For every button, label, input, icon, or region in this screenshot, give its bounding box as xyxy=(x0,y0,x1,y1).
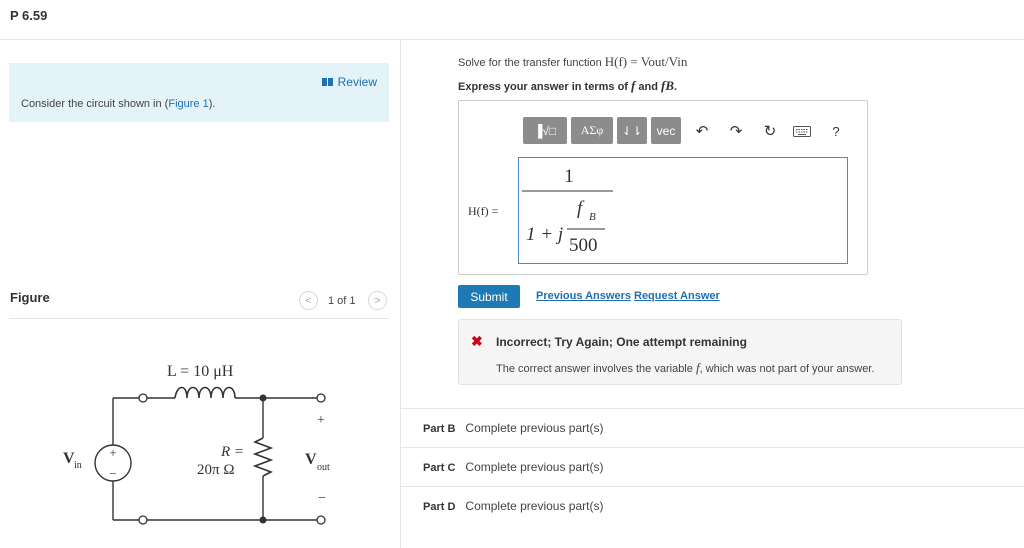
output-plus: + xyxy=(317,413,325,428)
source-subscript: in xyxy=(74,460,82,471)
express-var-f: f xyxy=(631,78,636,93)
symbols-button[interactable]: ΑΣφ xyxy=(571,117,613,144)
source-minus: − xyxy=(109,466,117,481)
intro-text-prefix: Consider the circuit shown in ( xyxy=(21,98,169,110)
part-divider xyxy=(401,447,1024,448)
output-label: V xyxy=(305,451,317,468)
output-minus: − xyxy=(318,491,326,506)
part-d-row[interactable] xyxy=(423,499,603,513)
intro-text-suffix: ). xyxy=(208,98,216,110)
express-suffix: . xyxy=(674,81,678,93)
figure-pager-count: 1 of 1 xyxy=(328,295,356,307)
terminal-output-top xyxy=(317,394,325,402)
terminal-input-top xyxy=(139,394,147,402)
express-prefix: Express your answer in terms of xyxy=(458,81,632,93)
feedback-title: Incorrect; Try Again; One attempt remaining xyxy=(496,335,747,349)
problem-title: P 6.59 xyxy=(10,8,48,23)
help-button[interactable]: ? xyxy=(832,123,840,139)
inner-numerator: f xyxy=(577,198,583,219)
part-b-label: Part B xyxy=(423,423,456,435)
header-divider xyxy=(0,39,1024,40)
answer-fraction xyxy=(519,158,849,265)
feedback-detail-prefix: The correct answer involves the variable xyxy=(496,363,696,375)
inductor-coil xyxy=(175,388,235,399)
part-divider xyxy=(401,486,1024,487)
express-and: and xyxy=(635,81,662,93)
source-label: V xyxy=(63,450,75,467)
keyboard-glyph xyxy=(793,126,811,137)
node-dot-top xyxy=(260,395,267,402)
express-var-fb: fB xyxy=(661,78,675,93)
part-d-status: Complete previous part(s) xyxy=(465,499,604,513)
figure-divider xyxy=(9,318,389,319)
intro-text xyxy=(21,98,215,110)
feedback-var: f xyxy=(695,360,700,375)
part-b-status: Complete previous part(s) xyxy=(465,421,604,435)
column-divider xyxy=(400,40,401,548)
node-dot-bottom xyxy=(260,517,267,524)
resistor-label-top: R = xyxy=(221,444,245,460)
figure-prev-button[interactable]: < xyxy=(299,291,318,310)
terminal-output-bottom xyxy=(317,516,325,524)
answer-lhs: H(f) = xyxy=(468,204,499,218)
part-c-status: Complete previous part(s) xyxy=(465,460,604,474)
inductor-label: L = 10 μH xyxy=(167,363,234,380)
part-b-row[interactable] xyxy=(423,421,603,435)
review-icon xyxy=(322,78,333,86)
vec-button[interactable]: vec xyxy=(651,117,681,144)
resistor-zigzag xyxy=(255,438,271,476)
terminal-input-bottom xyxy=(139,516,147,524)
inner-denominator: 500 xyxy=(569,235,598,256)
intro-card xyxy=(9,63,389,122)
answer-input[interactable] xyxy=(518,157,848,264)
feedback-detail-suffix: , which was not part of your answer. xyxy=(699,363,875,375)
figure-next-button[interactable]: > xyxy=(368,291,387,310)
redo-icon[interactable]: ↷ xyxy=(729,123,743,140)
part-divider xyxy=(401,408,1024,409)
instruction-prefix: Solve for the transfer function xyxy=(458,57,605,69)
request-answer-link[interactable]: Request Answer xyxy=(634,290,720,302)
part-c-row[interactable] xyxy=(423,460,603,474)
arrows-button[interactable]: ⇃⇂ xyxy=(617,117,647,144)
resistor-label-bottom: 20π Ω xyxy=(197,462,235,478)
circuit-diagram xyxy=(55,350,355,535)
feedback-box xyxy=(458,319,902,385)
denominator-prefix: 1 + j xyxy=(526,224,564,245)
output-subscript: out xyxy=(317,462,330,473)
error-icon: ✖ xyxy=(471,333,483,349)
keyboard-icon[interactable] xyxy=(791,120,813,142)
previous-answers-link[interactable]: Previous Answers xyxy=(536,290,631,302)
transfer-function-expression: H(f) = Vout/Vin xyxy=(604,54,688,69)
part-d-label: Part D xyxy=(423,501,456,513)
feedback-detail xyxy=(496,360,874,376)
source-plus: + xyxy=(109,445,117,460)
part-c-label: Part C xyxy=(423,462,456,474)
question-instruction xyxy=(458,54,687,70)
review-label: Review xyxy=(337,75,377,89)
inner-subscript: B xyxy=(589,211,596,223)
figure-heading: Figure xyxy=(10,290,50,305)
submit-button[interactable]: Submit xyxy=(458,285,520,308)
question-express xyxy=(458,78,677,94)
fraction-numerator: 1 xyxy=(564,166,574,187)
undo-icon[interactable]: ↶ xyxy=(695,123,709,140)
figure-link[interactable]: Figure 1 xyxy=(168,98,209,110)
reset-icon[interactable]: ↻ xyxy=(763,123,777,140)
templates-button[interactable]: ▐√□ xyxy=(523,117,567,144)
review-link[interactable] xyxy=(322,75,377,89)
